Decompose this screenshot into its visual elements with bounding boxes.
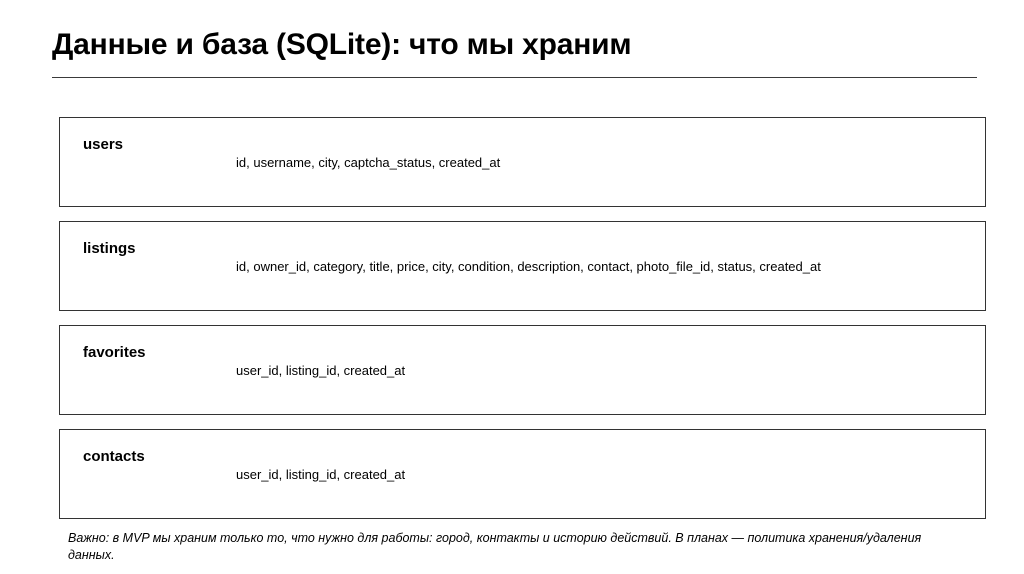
table-fields: id, username, city, captcha_status, created_at xyxy=(236,155,501,170)
table-name: contacts xyxy=(83,448,145,465)
table-card-contacts xyxy=(59,429,986,519)
tables-list xyxy=(59,117,986,533)
table-fields: user_id, listing_id, created_at xyxy=(236,467,406,482)
table-fields: user_id, listing_id, created_at xyxy=(236,363,406,378)
table-card-users xyxy=(59,117,986,207)
table-card-listings xyxy=(59,221,986,311)
table-name: users xyxy=(83,136,124,153)
table-name: favorites xyxy=(83,344,146,361)
page-title: Данные и база (SQLite): что мы храним xyxy=(52,28,632,61)
title-divider xyxy=(52,77,977,78)
table-fields: id, owner_id, category, title, price, city, condition, description, contact, photo_file_id, status, created_at xyxy=(236,259,821,274)
table-card-favorites xyxy=(59,325,986,415)
footnote: Важно: в MVP мы храним только то, что нужно для работы: город, контакты и историю действий. В планах — политика хранения/удаления данных. xyxy=(68,531,922,562)
table-name: listings xyxy=(83,240,136,257)
